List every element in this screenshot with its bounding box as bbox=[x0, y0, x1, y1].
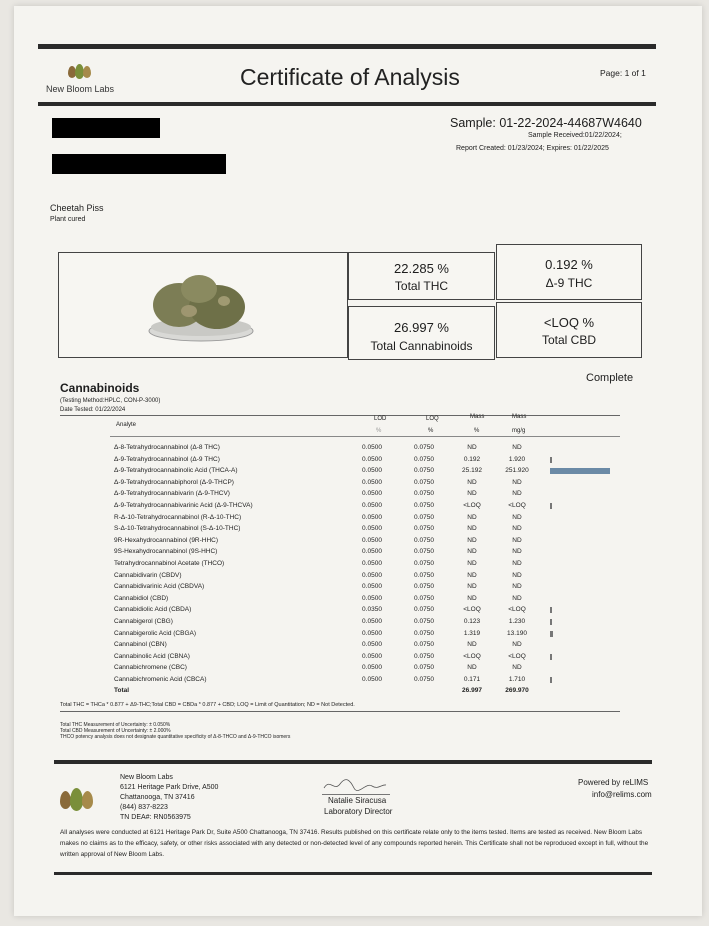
table-row bbox=[112, 593, 620, 605]
mass-mg-value: ND bbox=[512, 571, 522, 579]
product-type: Plant cured bbox=[50, 216, 86, 223]
product-image-frame bbox=[58, 252, 348, 358]
analyte-name: Cannabidivarinic Acid (CBDVA) bbox=[114, 583, 205, 591]
mass-pct-value: ND bbox=[467, 583, 477, 591]
mass-pct-value: ND bbox=[467, 444, 477, 451]
level-bar bbox=[550, 503, 552, 509]
analyte-name: Δ-9-Tetrahydrocannabinol (Δ-9 THC) bbox=[114, 455, 220, 463]
mass-mg-value: ND bbox=[512, 513, 522, 521]
lod-value: 0.0500 bbox=[362, 617, 382, 625]
table-row bbox=[112, 685, 620, 697]
mass-pct-value: ND bbox=[467, 594, 477, 602]
mass-pct-value: ND bbox=[467, 536, 477, 544]
loq-value: 0.0750 bbox=[414, 467, 434, 475]
total-cbd-box bbox=[496, 302, 642, 358]
level-bar-cell bbox=[540, 454, 620, 466]
contact-email: info@relims.com bbox=[592, 790, 652, 799]
loq-value: 0.0750 bbox=[414, 629, 434, 637]
loq-value: 0.0750 bbox=[414, 513, 434, 521]
level-bar-cell bbox=[540, 488, 620, 500]
mass-pct-value: ND bbox=[467, 525, 477, 533]
mass-pct-value: 0.192 bbox=[463, 455, 481, 463]
testing-method: (Testing Method:HPLC, CON-P-3000) bbox=[60, 398, 161, 404]
level-bar-cell bbox=[540, 674, 620, 686]
certificate-page bbox=[14, 6, 702, 916]
lod-value: 0.0500 bbox=[362, 641, 382, 649]
lod-value: 0.0500 bbox=[362, 652, 382, 660]
lod-value: 0.0500 bbox=[362, 675, 382, 683]
title-rule bbox=[38, 102, 656, 106]
analyte-name: Δ-8-Tetrahydrocannabinol (Δ-8 THC) bbox=[114, 444, 220, 451]
mass-mg-value: ND bbox=[512, 641, 522, 649]
loq-value: 0.0750 bbox=[414, 594, 434, 602]
lod-value: 0.0500 bbox=[362, 571, 382, 579]
footnote-thco: THCO potency analysis does not designate quantitative specificity of Δ-8-THCO and Δ-9-THCO isomers bbox=[60, 734, 291, 740]
lod-value: 0.0500 bbox=[362, 478, 382, 486]
total-thc-box bbox=[348, 252, 495, 300]
analyte-name: Cannabidiolic Acid (CBDA) bbox=[114, 606, 192, 614]
loq-value: 0.0750 bbox=[414, 455, 434, 463]
signature-line bbox=[322, 794, 390, 795]
mass-mg-value: 1.710 bbox=[508, 675, 526, 683]
analyte-name: 9S-Hexahydrocannabinol (9S-HHC) bbox=[114, 548, 218, 556]
table-row bbox=[112, 651, 620, 663]
d9-thc-box bbox=[496, 244, 642, 300]
mass-pct-value: <LOQ bbox=[463, 501, 481, 509]
level-bar-cell bbox=[540, 570, 620, 582]
mass-mg-value: ND bbox=[512, 559, 522, 567]
product-name: Cheetah Piss bbox=[50, 203, 104, 213]
mass-mg-value: 13.190 bbox=[507, 629, 527, 637]
table-row bbox=[112, 604, 620, 616]
date-tested: Date Tested: 01/22/2024 bbox=[60, 407, 126, 413]
powered-by: Powered by reLIMS bbox=[578, 778, 649, 787]
footnote-rule bbox=[60, 711, 620, 712]
sample-received: Sample Received:01/22/2024; bbox=[528, 132, 622, 139]
mass-pct-value: ND bbox=[467, 513, 477, 521]
disclaimer: All analyses were conducted at 6121 Heritage Park Dr, Suite A500 Chattanooga, TN 37416. Results published on this certificate relate only to the items tested. Items are tested as received. New Bloom Labs makes no claims as to the efficacy, safety, or other risks associated with any detected or non-detected level of any compounds reported herein. This Certificate shall not be reproduced except in full, without the written approval of New Bloom Labs. bbox=[60, 829, 649, 858]
mass-pct-value: 0.123 bbox=[463, 617, 481, 625]
analyte-name: S-Δ-10-Tetrahydrocannabinol (S-Δ-10-THC) bbox=[114, 525, 241, 533]
mass-mg-value: 251.920 bbox=[505, 467, 529, 475]
document-title: Certificate of Analysis bbox=[240, 64, 460, 90]
table-row bbox=[112, 535, 620, 547]
loq-value: 0.0750 bbox=[414, 536, 434, 544]
company-name: New Bloom Labs bbox=[46, 84, 115, 94]
mass-mg-value: ND bbox=[512, 478, 522, 486]
table-row bbox=[112, 523, 620, 535]
analyte-name: Δ-9-Tetrahydrocannabiphorol (Δ-9-THCP) bbox=[114, 478, 234, 486]
table-row bbox=[112, 442, 620, 454]
level-bar-cell bbox=[540, 581, 620, 593]
lod-value: 0.0500 bbox=[362, 455, 382, 463]
level-bar-cell bbox=[540, 616, 620, 628]
table-row bbox=[112, 662, 620, 674]
total-cannabinoids-value: 26.997 % bbox=[394, 320, 449, 335]
d9-thc-value: 0.192 % bbox=[545, 257, 593, 272]
table-row bbox=[112, 465, 620, 477]
mass-mg-value: ND bbox=[512, 536, 522, 544]
lod-value: 0.0500 bbox=[362, 583, 382, 591]
lod-value: 0.0500 bbox=[362, 548, 382, 556]
footer-dea: TN DEA#: RN0563975 bbox=[120, 814, 191, 821]
mass-pct-value: ND bbox=[467, 490, 477, 498]
mass-mg-value: 1.920 bbox=[508, 455, 526, 463]
table-row bbox=[112, 477, 620, 489]
redaction-bar bbox=[52, 118, 160, 138]
level-bar-cell bbox=[540, 662, 620, 674]
mass-mg-value: ND bbox=[512, 548, 522, 556]
loq-value bbox=[398, 685, 450, 697]
col-lod: LOD bbox=[374, 416, 387, 422]
analyte-name: Δ-9-Tetrahydrocannabinolic Acid (THCA-A) bbox=[114, 467, 238, 475]
footer-address1: 6121 Heritage Park Drive, A500 bbox=[120, 784, 219, 791]
loq-value: 0.0750 bbox=[414, 525, 434, 533]
level-bar-cell bbox=[540, 604, 620, 616]
analyte-name: Cannabidiol (CBD) bbox=[114, 594, 169, 602]
footer-company: New Bloom Labs bbox=[120, 774, 173, 781]
sample-id: Sample: 01-22-2024-44687W4640 bbox=[450, 116, 642, 130]
lod-value: 0.0500 bbox=[362, 501, 382, 509]
loq-value: 0.0750 bbox=[414, 606, 434, 614]
level-bar bbox=[550, 654, 552, 660]
total-cannabinoids-label: Total Cannabinoids bbox=[370, 339, 473, 353]
level-bar-cell bbox=[540, 465, 620, 477]
level-bar-cell bbox=[540, 628, 620, 640]
table-row bbox=[112, 546, 620, 558]
loq-value: 0.0750 bbox=[414, 490, 434, 498]
mass-pct-value: ND bbox=[467, 478, 477, 486]
total-thc-label: Total THC bbox=[394, 279, 449, 293]
redaction-bar bbox=[52, 154, 226, 174]
table-row bbox=[112, 616, 620, 628]
lod-value: 0.0500 bbox=[362, 513, 382, 521]
mass-pct-value: ND bbox=[467, 571, 477, 579]
footnote-formula: Total THC = THCa * 0.877 + Δ9-THC;Total CBD = CBDa * 0.877 + CBD; LOQ = Limit of Quantitation; ND = Not Detected. bbox=[60, 702, 355, 708]
level-bar-cell bbox=[540, 651, 620, 663]
mass-pct-value: 0.171 bbox=[463, 675, 481, 683]
loq-value: 0.0750 bbox=[414, 583, 434, 591]
unit-mass-mg: mg/g bbox=[512, 428, 526, 434]
footnote-cbd-uncertainty: Total CBD Measurement of Uncertainty: ± 2.000% bbox=[60, 728, 171, 734]
analyte-table bbox=[112, 442, 620, 697]
level-bar-cell bbox=[540, 535, 620, 547]
signer-title: Laboratory Director bbox=[324, 807, 393, 816]
loq-value: 0.0750 bbox=[414, 559, 434, 567]
table-row bbox=[112, 674, 620, 686]
total-cbd-label: Total CBD bbox=[541, 333, 597, 347]
level-bar bbox=[550, 631, 553, 637]
loq-value: 0.0750 bbox=[414, 478, 434, 486]
analyte-name: Tetrahydrocannabinol Acetate (THCO) bbox=[114, 559, 225, 567]
mass-mg-value: <LOQ bbox=[508, 501, 526, 509]
mass-mg-value: 269.970 bbox=[505, 687, 529, 695]
col-analyte: Analyte bbox=[116, 422, 137, 428]
page-number: Page: 1 of 1 bbox=[600, 68, 646, 78]
table-row bbox=[112, 570, 620, 582]
table-row bbox=[112, 512, 620, 524]
analyte-name: Δ-9-Tetrahydrocannabivarinic Acid (Δ-9-THCVA) bbox=[114, 501, 253, 509]
level-bar-cell bbox=[540, 685, 620, 697]
table-row bbox=[112, 500, 620, 512]
total-cbd-value: <LOQ % bbox=[543, 315, 595, 330]
lod-value: 0.0500 bbox=[362, 594, 382, 602]
lod-value: 0.0500 bbox=[362, 467, 382, 475]
table-row bbox=[112, 558, 620, 570]
level-bar-cell bbox=[540, 523, 620, 535]
footer-phone: (844) 837-8223 bbox=[120, 804, 168, 811]
lod-value: 0.0500 bbox=[362, 536, 382, 544]
level-bar-cell bbox=[540, 512, 620, 524]
mass-mg-value: 1.230 bbox=[508, 617, 526, 625]
total-cannabinoids-box bbox=[348, 306, 495, 360]
level-bar bbox=[550, 468, 610, 474]
mass-pct-value: ND bbox=[467, 641, 477, 649]
unit-loq: % bbox=[428, 428, 434, 434]
footer-rule bbox=[54, 760, 652, 764]
signature bbox=[320, 776, 390, 794]
analyte-name: R-Δ-10-Tetrahydrocannabinol (R-Δ-10-THC) bbox=[114, 513, 242, 521]
mass-mg-value: ND bbox=[512, 444, 522, 451]
bottom-rule bbox=[54, 872, 652, 875]
mass-pct-value: ND bbox=[467, 548, 477, 556]
d9-thc-label: Δ-9 THC bbox=[545, 276, 593, 290]
top-rule bbox=[38, 44, 656, 49]
mass-pct-value: <LOQ bbox=[463, 606, 481, 614]
loq-value: 0.0750 bbox=[414, 652, 434, 660]
table-row bbox=[112, 628, 620, 640]
loq-value: 0.0750 bbox=[414, 501, 434, 509]
mass-mg-value: ND bbox=[512, 664, 522, 672]
analyte-name: Cannabigerol (CBG) bbox=[114, 617, 173, 625]
lod-value: 0.0500 bbox=[362, 559, 382, 567]
level-bar bbox=[550, 677, 552, 683]
signer-name: Natalie Siracusa bbox=[328, 796, 387, 805]
lod-value: 0.0500 bbox=[362, 525, 382, 533]
level-bar bbox=[550, 619, 552, 625]
unit-mass-pct: % bbox=[474, 428, 480, 434]
analyte-name: Cannabichromenic Acid (CBCA) bbox=[114, 675, 207, 683]
mass-mg-value: ND bbox=[512, 525, 522, 533]
analyte-name: Cannabinol (CBN) bbox=[114, 641, 167, 649]
mass-mg-value: <LOQ bbox=[508, 652, 526, 660]
lab-logo bbox=[68, 64, 92, 80]
footer-address2: Chattanooga, TN 37416 bbox=[120, 794, 195, 801]
total-thc-value: 22.285 % bbox=[394, 261, 449, 276]
loq-value: 0.0750 bbox=[414, 641, 434, 649]
level-bar-cell bbox=[540, 500, 620, 512]
product-photo bbox=[59, 253, 347, 357]
lod-value: 0.0500 bbox=[362, 629, 382, 637]
col-mass-pct: Mass bbox=[470, 414, 485, 420]
level-bar-cell bbox=[540, 477, 620, 489]
loq-value: 0.0750 bbox=[414, 444, 434, 451]
level-bar-cell bbox=[540, 639, 620, 651]
unit-lod: % bbox=[376, 428, 382, 434]
mass-mg-value: ND bbox=[512, 490, 522, 498]
table-row bbox=[112, 488, 620, 500]
lod-value: 0.0500 bbox=[362, 664, 382, 672]
col-loq: LOQ bbox=[426, 416, 439, 422]
mass-mg-value: <LOQ bbox=[508, 606, 526, 614]
analyte-name: Cannabidivarin (CBDV) bbox=[114, 571, 182, 579]
section-status: Complete bbox=[586, 372, 634, 384]
mass-mg-value: ND bbox=[512, 594, 522, 602]
analyte-name: Cannabichromene (CBC) bbox=[114, 664, 187, 672]
level-bar-cell bbox=[540, 442, 620, 454]
mass-pct-value: 26.997 bbox=[462, 687, 482, 695]
level-bar bbox=[550, 607, 552, 613]
mass-pct-value: ND bbox=[467, 664, 477, 672]
mass-mg-value: ND bbox=[512, 583, 522, 591]
loq-value: 0.0750 bbox=[414, 571, 434, 579]
mass-pct-value: <LOQ bbox=[463, 652, 481, 660]
header-rule bbox=[60, 415, 620, 416]
footnote-thc-uncertainty: Total THC Measurement of Uncertainty: ± 0.050% bbox=[60, 722, 171, 728]
level-bar-cell bbox=[540, 558, 620, 570]
lod-value: 0.0350 bbox=[362, 606, 382, 614]
analyte-name: Δ-9-Tetrahydrocannabivarin (Δ-9-THCV) bbox=[114, 490, 230, 498]
col-mass-mg: Mass bbox=[512, 414, 527, 420]
section-title: Cannabinoids bbox=[60, 381, 140, 395]
mass-pct-value: 1.319 bbox=[463, 629, 481, 637]
analyte-name: Cannabinolic Acid (CBNA) bbox=[114, 652, 190, 660]
lod-value bbox=[346, 685, 398, 697]
table-row bbox=[112, 581, 620, 593]
level-bar-cell bbox=[540, 593, 620, 605]
table-row bbox=[112, 639, 620, 651]
loq-value: 0.0750 bbox=[414, 617, 434, 625]
analyte-name: Cannabigerolic Acid (CBGA) bbox=[114, 629, 197, 637]
level-bar bbox=[550, 457, 552, 463]
analyte-name: 9R-Hexahydrocannabinol (9R-HHC) bbox=[114, 536, 219, 544]
mass-pct-value: ND bbox=[467, 559, 477, 567]
mass-pct-value: 25.192 bbox=[462, 467, 482, 475]
loq-value: 0.0750 bbox=[414, 664, 434, 672]
table-row bbox=[112, 454, 620, 466]
footer-logo bbox=[60, 788, 94, 812]
header-rule-2 bbox=[110, 436, 620, 437]
loq-value: 0.0750 bbox=[414, 548, 434, 556]
lod-value: 0.0500 bbox=[362, 490, 382, 498]
report-created: Report Created: 01/23/2024; Expires: 01/22/2025 bbox=[456, 145, 609, 152]
loq-value: 0.0750 bbox=[414, 675, 434, 683]
lod-value: 0.0500 bbox=[362, 444, 382, 451]
analyte-name: Total bbox=[114, 687, 130, 695]
level-bar-cell bbox=[540, 546, 620, 558]
